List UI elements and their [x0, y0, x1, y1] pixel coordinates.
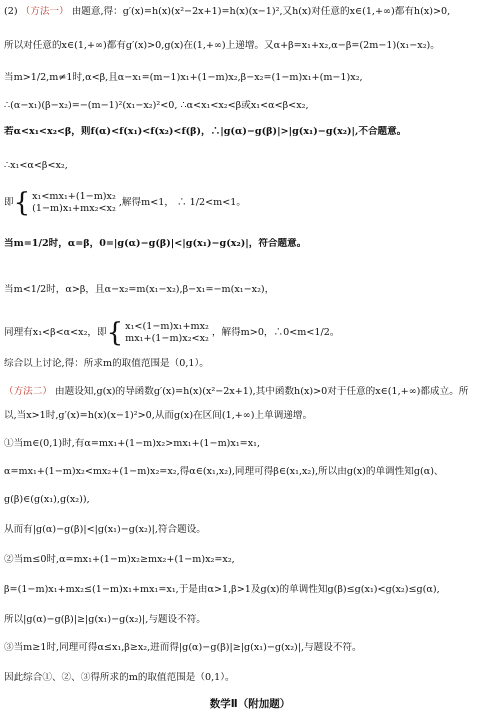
method1-text-1: 由题意,得：g′(x)=h(x)(x²−2x+1)=h(x)(x−1)²,又h(x)对任意的x∈(1,+∞)都有h(x)>0,: [71, 6, 451, 17]
system-row: (1−m)x₁+mx₂<x₂: [32, 202, 116, 214]
method1-line5: 若α<x₁<x₂<β，则f(α)<f(x₁)<f(x₂)<f(β)，∴|g(α)−g(β)|>|g(x₁)−g(x₂)|,不合题意。: [4, 126, 407, 137]
method1-system2: [4, 316, 496, 350]
method1-line6: ∴x₁<α<β<x₂,: [4, 160, 68, 171]
method2-line2: 以,当x>1时,g′(x)=h(x)(x−1)²>0,从而g(x)在区间(1,+∞)上单调递增。: [4, 410, 313, 421]
method1-label: （方法一）: [20, 6, 69, 17]
method1-line2: 所以对任意的x∈(1,+∞)都有g′(x)>0,g(x)在(1,+∞)上递增。又α+β=x₁+x₂,α−β=(2m−1)(x₁−x₂)。: [4, 40, 440, 51]
system-row: x₁<(1−m)x₁+mx₂: [125, 320, 209, 332]
system-prefix: 即: [4, 197, 14, 208]
system2-prefix: 同理有x₁<β<α<x₂，即: [4, 327, 107, 338]
method2-line1: [4, 386, 496, 398]
system-row: x₁<mx₁+(1−m)x₂: [32, 190, 116, 202]
system-suffix: ,解得m<1， ∴ 1/2<m<1。: [118, 197, 246, 208]
method1-line7: 当m=1/2时，α=β，0=|g(α)−g(β)|<|g(x₁)−g(x₂)|，符合题意。: [4, 238, 307, 249]
method2-text-1: 由题设知,g(x)的导函数g′(x)=h(x)(x²−2x+1),其中函数h(x)>0对于任意的x∈(1,+∞)都成立。所: [55, 386, 469, 397]
method1-line1: [4, 6, 496, 18]
page-footer-title: 数学Ⅱ（附加题）: [209, 698, 291, 710]
method2-case2-a: ②当m≤0时,α=mx₁+(1−m)x₂≥mx₂+(1−m)x₂=x₂,: [4, 554, 235, 565]
method1-line4: ∴(α−x₁)(β−x₂)=−(m−1)²(x₁−x₂)²<0, ∴α<x₁<x₂<β或x₁<α<β<x₂,: [4, 100, 309, 111]
method2-case3: ③当m≥1时,同理可得α≤x₁,β≥x₂,进而得|g(α)−g(β)|≥|g(x₁)−g(x₂)|,与题设不符。: [4, 642, 362, 653]
system2-rows: [125, 321, 209, 345]
method2-case2-c: 所以|g(α)−g(β)|≥|g(x₁)−g(x₂)|,与题设不符。: [4, 614, 206, 625]
brace-icon: {: [106, 317, 124, 348]
method2-conclusion: 因此综合①、②、③得所求的m的取值范围是（0,1）。: [4, 672, 235, 683]
method1-line3: 当m>1/2,m≠1时,α<β,且α−x₁=(m−1)x₁+(1−m)x₂,β−x₂=(1−m)x₁+(m−1)x₂,: [4, 72, 363, 83]
method1-system: [4, 186, 496, 220]
method1-conclusion: 综合以上讨论,得：所求m的取值范围是（0,1）。: [4, 358, 209, 369]
method2-case1-b: α=mx₁+(1−m)x₂<mx₂+(1−m)x₂=x₂,得α∈(x₁,x₂),同理可得β∈(x₁,x₂),所以由g(x)的单调性知g(α)、: [4, 466, 444, 477]
part-number: (2): [4, 6, 18, 17]
method2-case2-b: β=(1−m)x₁+mx₂≤(1−m)x₁+mx₁=x₁,于是由α>1,β>1及g(x)的单调性知g(β)≤g(x₁)<g(x₂)≤g(α),: [4, 584, 440, 595]
method2-case1-c: g(β)∈(g(x₁),g(x₂)),: [4, 494, 90, 505]
system2-suffix: ，解得m>0，∴0<m<1/2。: [211, 327, 340, 338]
brace-icon: {: [13, 187, 31, 218]
method2-case1-a: ①当m∈(0,1)时,有α=mx₁+(1−m)x₂>mx₁+(1−m)x₁=x₁,: [4, 438, 261, 449]
method2-label: （方法二）: [4, 386, 52, 397]
system-row: mx₁+(1−m)x₂<x₂: [125, 332, 209, 344]
method1-line8: 当m<1/2时，α>β，且α−x₂=m(x₁−x₂),β−x₁=−m(x₁−x₂)，: [4, 284, 275, 295]
method2-case1-d: 从而有|g(α)−g(β)|<|g(x₁)−g(x₂)|,符合题设。: [4, 524, 206, 535]
system-rows: [32, 191, 116, 215]
